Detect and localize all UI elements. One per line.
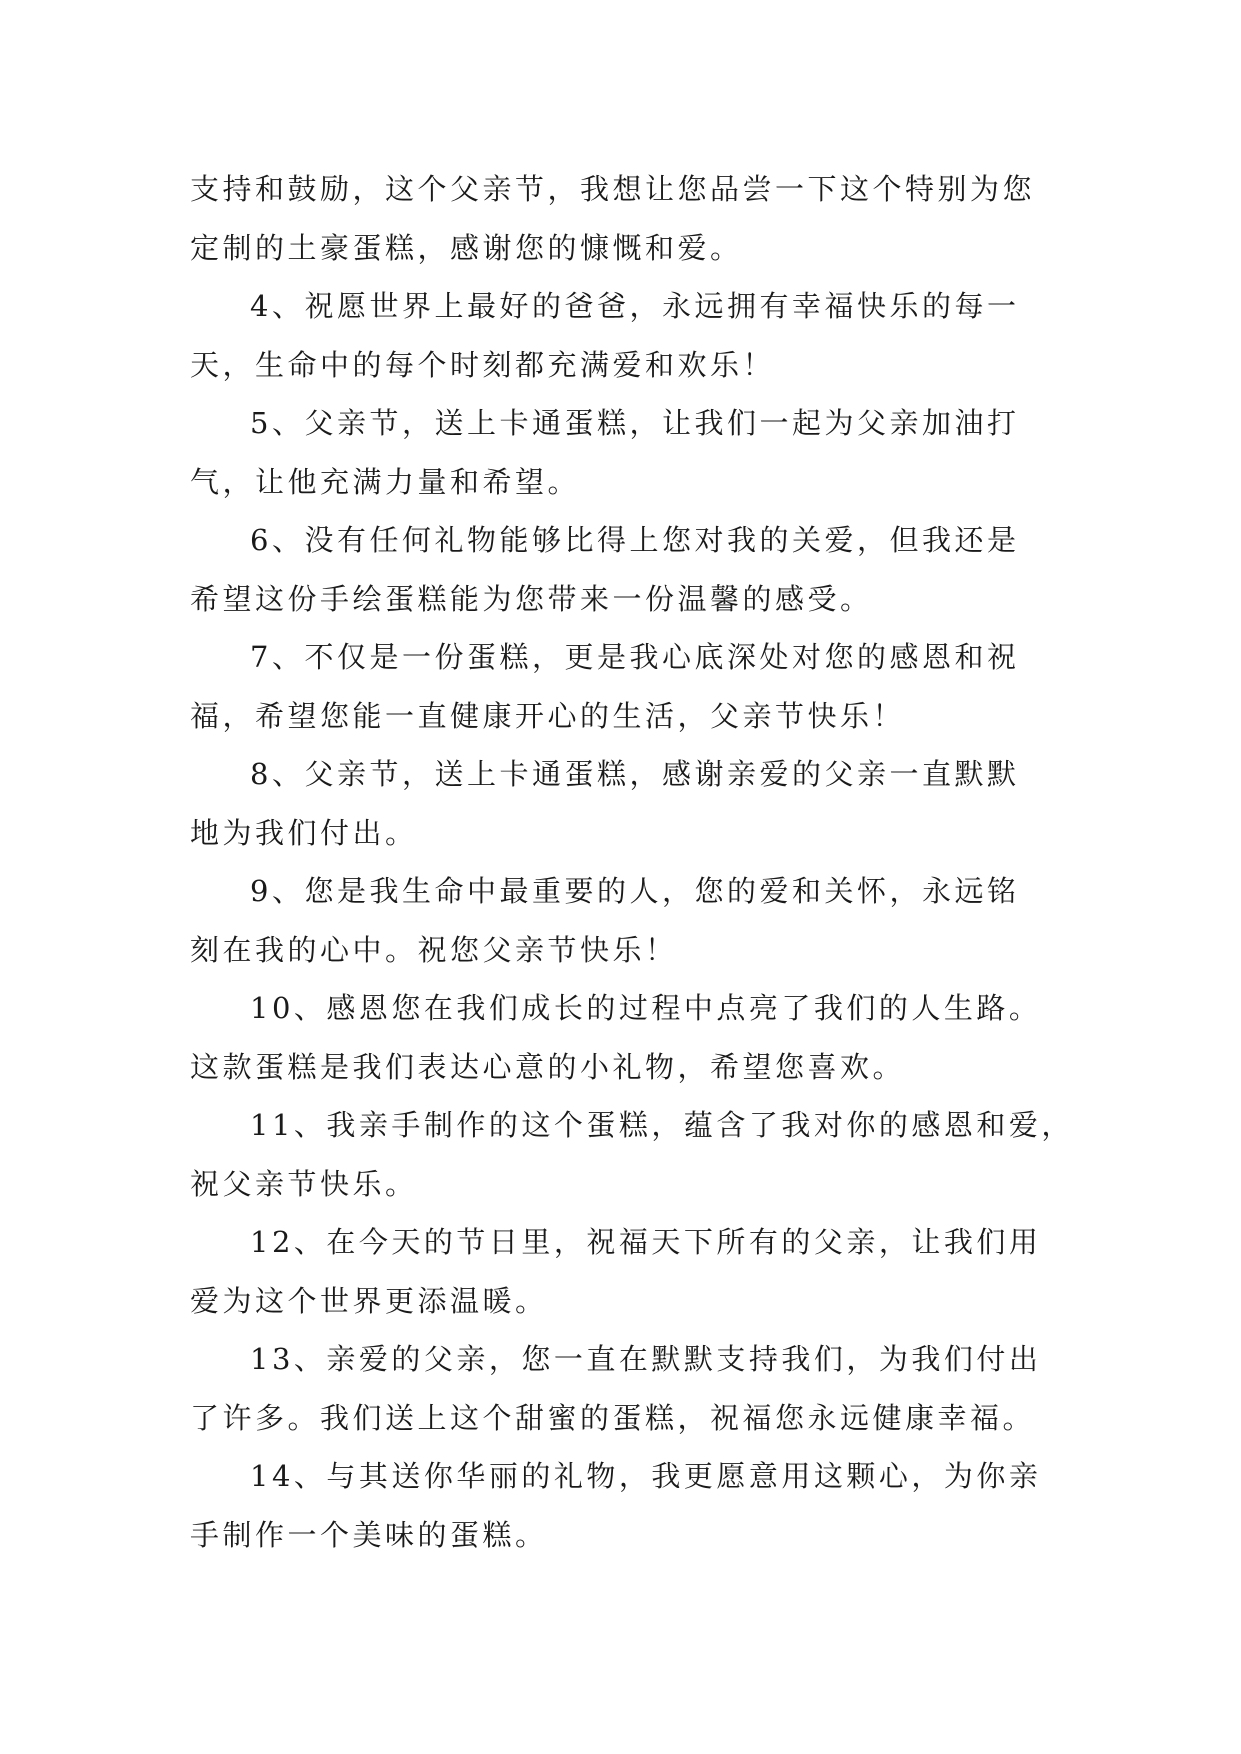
paragraph <box>190 277 1052 394</box>
text-line: 天，生命中的每个时刻都充满爱和欢乐！ <box>190 347 776 382</box>
paragraph <box>190 511 1052 628</box>
text-line: 14、与其送你华丽的礼物，我更愿意用这颗心，为你亲 <box>250 1459 1042 1493</box>
paragraph <box>190 1213 1052 1330</box>
text-line: 4、祝愿世界上最好的爸爸，永远拥有幸福快乐的每一 <box>250 289 1020 323</box>
text-line: 手制作一个美味的蛋糕。 <box>190 1517 548 1552</box>
text-line: 7、不仅是一份蛋糕，更是我心底深处对您的感恩和祝 <box>250 640 1020 674</box>
text-line: 了许多。我们送上这个甜蜜的蛋糕，祝福您永远健康幸福。 <box>190 1400 1036 1435</box>
text-line: 这款蛋糕是我们表达心意的小礼物，希望您喜欢。 <box>190 1049 906 1084</box>
paragraph <box>190 862 1052 979</box>
text-line: 13、亲爱的父亲，您一直在默默支持我们，为我们付出 <box>250 1342 1042 1376</box>
paragraph <box>190 394 1052 511</box>
text-line: 8、父亲节，送上卡通蛋糕，感谢亲爱的父亲一直默默 <box>250 757 1020 791</box>
text-line: 气，让他充满力量和希望。 <box>190 464 581 499</box>
paragraph <box>190 1096 1074 1213</box>
text-line: 10、感恩您在我们成长的过程中点亮了我们的人生路。 <box>250 991 1042 1025</box>
paragraph <box>190 160 1052 277</box>
text-line: 支持和鼓励，这个父亲节，我想让您品尝一下这个特别为您 <box>190 172 1036 206</box>
paragraph <box>190 1330 1052 1447</box>
text-line: 9、您是我生命中最重要的人，您的爱和关怀，永远铭 <box>250 874 1020 908</box>
text-line: 福，希望您能一直健康开心的生活，父亲节快乐！ <box>190 698 906 733</box>
text-line: 定制的土豪蛋糕，感谢您的慷慨和爱。 <box>190 230 743 265</box>
document-content <box>190 160 1074 1564</box>
text-line: 11、我亲手制作的这个蛋糕，蕴含了我对你的感恩和爱， <box>250 1108 1074 1142</box>
text-line: 5、父亲节，送上卡通蛋糕，让我们一起为父亲加油打 <box>250 406 1020 440</box>
text-line: 爱为这个世界更添温暖。 <box>190 1283 548 1318</box>
text-line: 地为我们付出。 <box>190 815 418 850</box>
text-line: 希望这份手绘蛋糕能为您带来一份温馨的感受。 <box>190 581 873 616</box>
paragraph <box>190 628 1052 745</box>
text-line: 祝父亲节快乐。 <box>190 1166 418 1201</box>
paragraph <box>190 979 1052 1096</box>
paragraph <box>190 745 1052 862</box>
paragraph <box>190 1447 1052 1564</box>
text-line: 刻在我的心中。祝您父亲节快乐！ <box>190 932 678 967</box>
text-line: 6、没有任何礼物能够比得上您对我的关爱，但我还是 <box>250 523 1020 557</box>
text-line: 12、在今天的节日里，祝福天下所有的父亲，让我们用 <box>250 1225 1042 1259</box>
document-body <box>190 160 1074 1564</box>
